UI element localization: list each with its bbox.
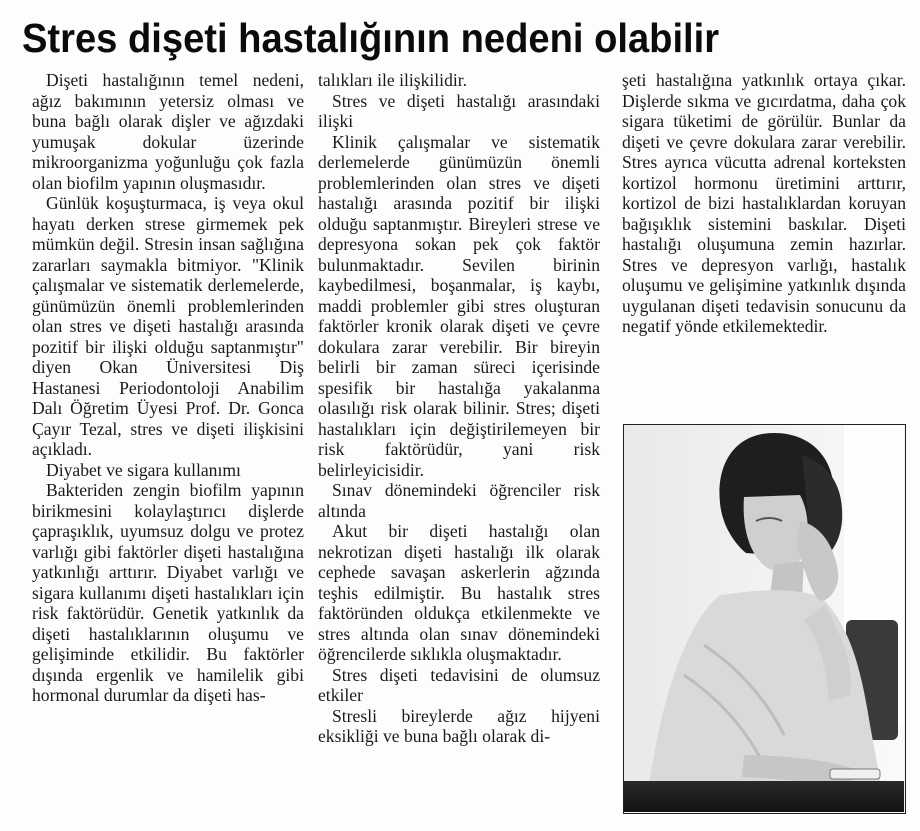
- article-paragraph: Bakteriden zengin biofilm yapının birikmesini kolaylaştırıcı dişlerde çapraşıklık, uyumsuz dolgu ve protez varlığı gibi faktörler dişeti hastalığına yatkınlığı arttırır. Diyabet varlığı ve sigara kullanımı dişeti hastalıkları için risk faktörüdür. Genetik yatkınlık da dişeti hastalıklarının oluşumu ve gelişiminde etkilidir. Bu faktörler dışında ergenlik ve hamilelik gibi hormonal durumlar da dişeti has-: [32, 480, 304, 705]
- article-paragraph: Stres dişeti tedavisini de olumsuz etkiler: [318, 664, 600, 705]
- stressed-woman-photo: [623, 424, 906, 814]
- article-column-3: [622, 70, 906, 337]
- article-paragraph: Stresli bireylerde ağız hijyeni eksikliği ve buna bağlı olarak di-: [318, 705, 600, 746]
- article-paragraph: talıkları ile ilişkilidir.: [318, 70, 468, 90]
- article-paragraph: Günlük koşuşturmaca, iş veya okul hayatı derken strese girmemek pek mümkün değil. Stresin insan sağlığına zararları saymakla bitmiyor. "Klinik çalışmalar ve sistematik derlemelerde, günümüzün önemli problemlerinden olan stres ve dişeti hastalığı arasında pozitif bir ilişki olduğu saptanmıştır" diyen Okan Üniversitesi Diş Hastanesi Periodontoloji Anabilim Dalı Öğretim Üyesi Prof. Dr. Gonca Çayır Tezal, stres ve dişeti ilişkisini açıkladı.: [32, 193, 304, 459]
- article-paragraph: Diyabet ve sigara kullanımı: [46, 459, 241, 480]
- article-paragraph: Klinik çalışmalar ve sistematik derlemelerde günümüzün önemli problemlerinden olan stres ve dişeti hastalığı arasında pozitif bir ilişki olduğu saptanmıştır. Bireyleri strese ve depresyona sokan pek çok faktör bulunmaktadır. Sevilen birinin kaybedilmesi, boşanmalar, iş kaybı, maddi problemler gibi stres oluşturan faktörler kronik olarak dişeti ve çevre dokulara zarar verebilir. Bir bireyin belirli bir zaman süreci içerisinde spesifik bir hastalığa yakalanma olasılığı risk olarak bilinir. Stres; dişeti hastalıkları için değiştirilemeyen bir risk faktörüdür, yani risk belirleyicisidir.: [318, 131, 600, 480]
- article-paragraph: Akut bir dişeti hastalığı olan nekrotizan dişeti hastalığı ilk olarak cephede savaşan askerlerin ağzında teşhis edilmiştir. Bu hastalık stres faktöründen oldukça etkilenmekte ve stres altında olan sınav dönemindeki öğrencilerde sıklıkla oluşmaktadır.: [318, 521, 600, 664]
- article-paragraph: Sınav dönemindeki öğrenciler risk altında: [318, 480, 600, 521]
- headline: Stres dişeti hastalığının nedeni olabilir: [22, 15, 720, 61]
- article-column-1: [32, 70, 304, 706]
- article-paragraph: Stres ve dişeti hastalığı arasındaki ilişki: [318, 90, 600, 131]
- article-paragraph: Dişeti hastalığının temel nedeni, ağız bakımının yetersiz olması ve buna bağlı olarak dişler ve ağızdaki yumuşak dokular üzerinde mikroorganizma yoğunluğu çok fazla olan biofilm yapının oluşmasıdır.: [32, 70, 304, 193]
- article-paragraph: şeti hastalığına yatkınlık ortaya çıkar. Dişlerde sıkma ve gıcırdatma, daha çok sigara tüketimi de görülür. Bunlar da dişeti ve çevre dokulara zarar verebilir. Stres ayrıca vücutta adrenal korteksten kortizol hormonu üretimini arttırır, kortizol de bizi hastalıklardan koruyan bağışıklık sistemini baskılar. Dişeti hastalığı oluşumuna zemin hazırlar. Stres ve depresyon varlığı, hastalık oluşumu ve gelişimine yatkınlık dışında uygulanan dişeti tedavisin sonucunu da negatif yönde etkilemektedir.: [622, 70, 906, 336]
- article-column-2: [318, 70, 600, 747]
